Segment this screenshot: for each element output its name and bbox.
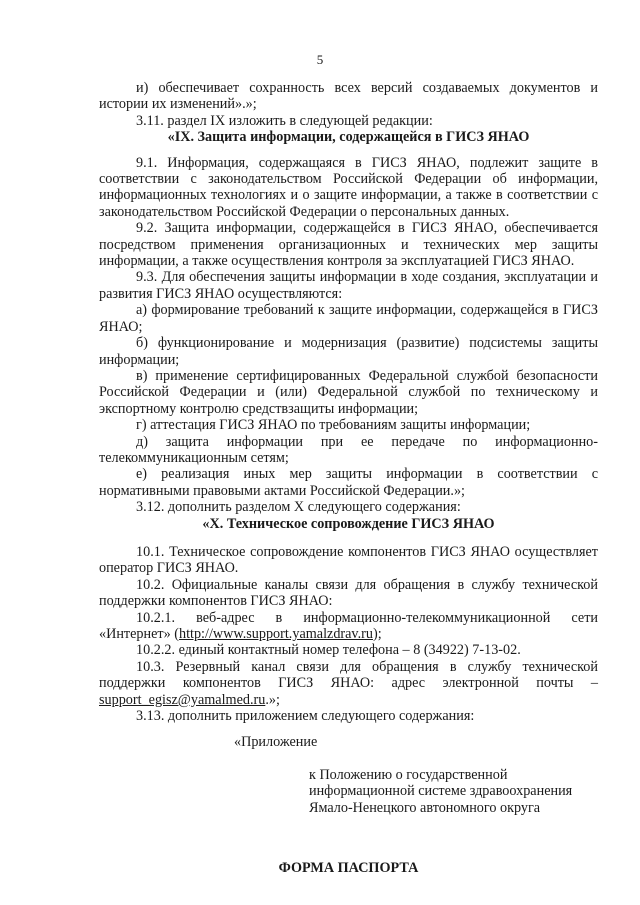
paragraph-3-12: 3.12. дополнить разделом X следующего содержания: bbox=[136, 499, 461, 516]
appendix-title: «Приложение bbox=[234, 734, 318, 751]
paragraph-10-3 bbox=[99, 659, 598, 708]
paragraph-3-13: 3.13. дополнить приложением следующего содержания: bbox=[136, 708, 475, 725]
paragraph-10-2-1 bbox=[99, 610, 598, 643]
paragraph-9-2: 9.2. Защита информации, содержащейся в ГИСЗ ЯНАО, обеспечивается посредством применения организационных и технических мер защиты информации, а также осуществления контроля за эксплуатацией ГИСЗ ЯНАО. bbox=[99, 220, 598, 270]
page-number: 5 bbox=[316, 52, 324, 67]
support-website-link[interactable]: http://www.support.yamalzdrav.ru bbox=[178, 626, 373, 642]
document-body bbox=[99, 80, 598, 876]
paragraph-item-i: и) обеспечивает сохранность всех версий создаваемых документов и истории их изменений».»; bbox=[99, 80, 598, 113]
paragraph-9-3: 9.3. Для обеспечения защиты информации в ходе создания, эксплуатации и развития ГИСЗ ЯНАО осуществляются: bbox=[99, 269, 598, 302]
paragraph-3-11: 3.11. раздел IX изложить в следующей редакции: bbox=[136, 112, 433, 129]
support-email-link[interactable]: support_egisz@yamalmed.ru bbox=[99, 691, 266, 708]
paragraph-10-2-1-end: ); bbox=[372, 626, 382, 642]
list-item-a: а) формирование требований к защите информации, содержащейся в ГИСЗ ЯНАО; bbox=[99, 302, 598, 335]
section-heading-x: «X. Техническое сопровождение ГИСЗ ЯНАО bbox=[202, 515, 495, 532]
paragraph-10-2-2: 10.2.2. единый контактный номер телефона – 8 (34922) 7-13-02. bbox=[136, 642, 521, 659]
appendix-line-2: информационной системе здравоохранения bbox=[309, 783, 573, 800]
list-item-v: в) применение сертифицированных Федеральной службой безопасности Российской Федерации и (или) Федеральной службой по техническому и экспортному контролю средствзащиты информации; bbox=[99, 367, 598, 417]
paragraph-10-3-end: .»; bbox=[265, 691, 280, 708]
paragraph-10-2-1-text: 10.2.1. веб-адрес в информационно-телекоммуникационной сети «Интернет» ( bbox=[99, 609, 598, 642]
paragraph-10-3-text: 10.3. Резервный канал связи для обращения в службу технической поддержки компонентов ГИСЗ ЯНАО: адрес электронной почты – bbox=[99, 658, 598, 692]
form-title: ФОРМА ПАСПОРТА bbox=[278, 860, 419, 877]
appendix-reference bbox=[99, 767, 598, 816]
appendix-line-1: к Положению о государственной bbox=[309, 766, 508, 783]
paragraph-10-2: 10.2. Официальные каналы связи для обращения в службу технической поддержки компонентов ГИСЗ ЯНАО: bbox=[99, 576, 598, 610]
appendix-line-3: Ямало-Ненецкого автономного округа bbox=[309, 799, 541, 816]
list-item-e: е) реализация иных мер защиты информации в соответствии с нормативными правовыми актами Российской Федерации.»; bbox=[99, 466, 598, 499]
paragraph-9-1: 9.1. Информация, содержащаяся в ГИСЗ ЯНАО, подлежит защите в соответствии с законодательством Российской Федерации об информации, информационных технологиях и о защите информации, а также в соответствии с законодательством Российской Федерации о персональных данных. bbox=[99, 154, 598, 220]
list-item-g: г) аттестация ГИСЗ ЯНАО по требованиям защиты информации; bbox=[136, 417, 531, 434]
list-item-d: д) защита информации при ее передаче по информационно-телекоммуникационным сетям; bbox=[99, 433, 598, 466]
list-item-b: б) функционирование и модернизация (развитие) подсистемы защиты информации; bbox=[99, 335, 598, 368]
section-heading-ix: «IX. Защита информации, содержащейся в ГИСЗ ЯНАО bbox=[167, 129, 530, 146]
paragraph-10-1: 10.1. Техническое сопровождение компонентов ГИСЗ ЯНАО осуществляет оператор ГИСЗ ЯНАО. bbox=[99, 543, 598, 577]
